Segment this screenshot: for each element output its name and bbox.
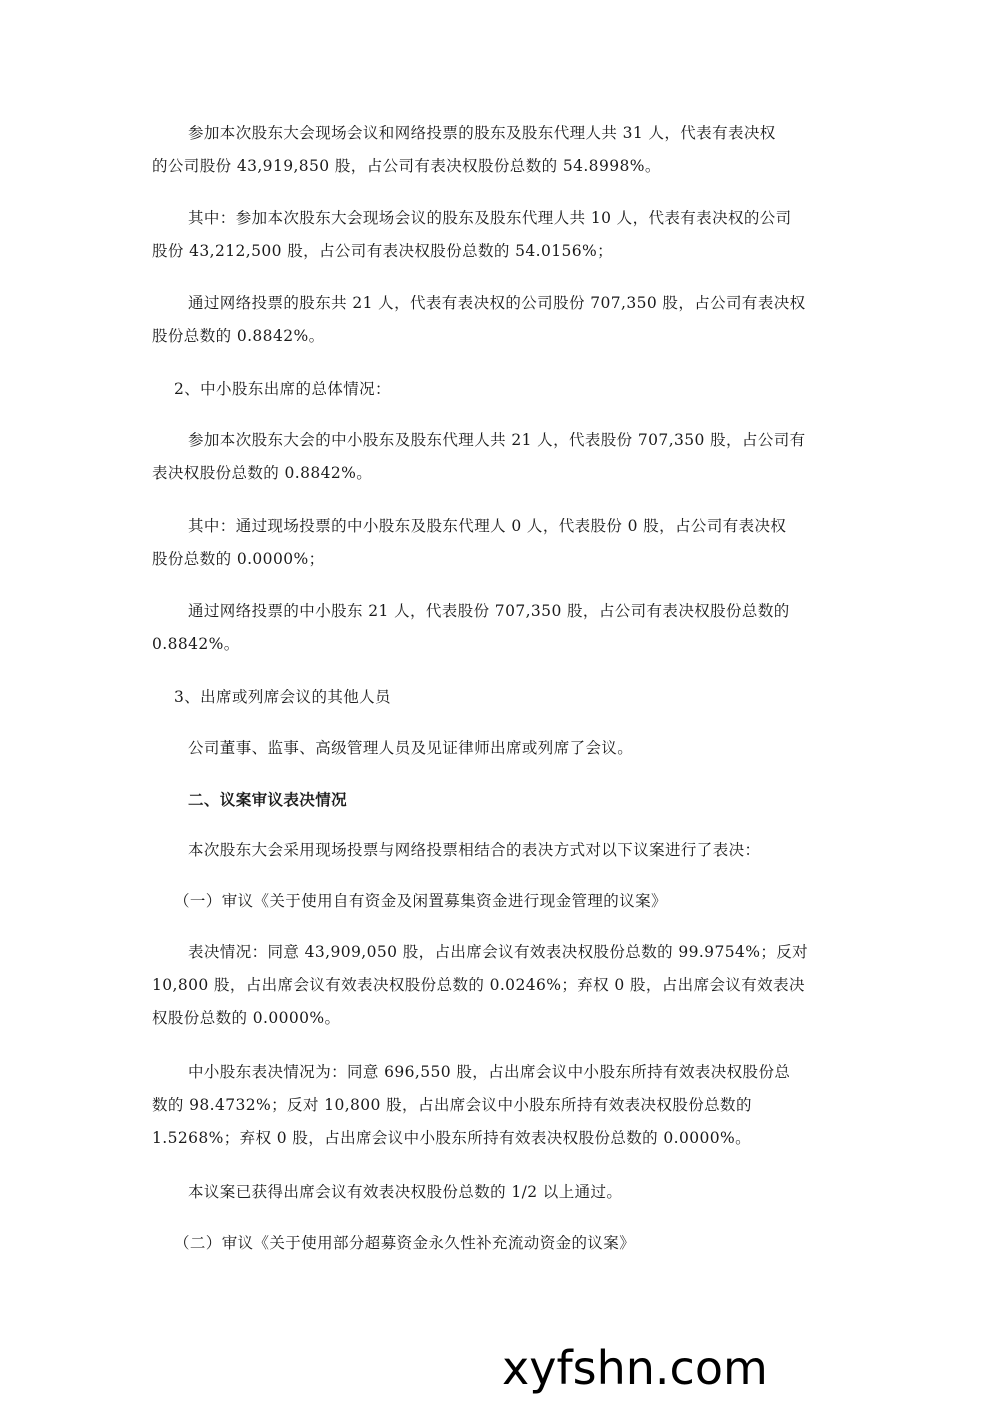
- text-line: （一）审议《关于使用自有资金及闲置募集资金进行现金管理的议案》: [174, 892, 667, 910]
- text-line: 本议案已获得出席会议有效表决权股份总数的 1/2 以上通过。: [188, 1183, 623, 1201]
- text-line: 参加本次股东大会的中小股东及股东代理人共 21 人，代表股份 707,350 股，占公司有: [188, 431, 806, 449]
- paragraph-minority-onsite: [152, 510, 852, 576]
- section-heading-motions: [152, 783, 852, 816]
- paragraph-other-attendees: [152, 732, 852, 765]
- motion-title-1: [152, 885, 852, 918]
- text-line: 3、出席或列席会议的其他人员: [174, 688, 391, 706]
- text-line: 通过网络投票的股东共 21 人，代表有表决权的公司股份 707,350 股，占公司有表决权: [188, 294, 806, 312]
- text-line: 权股份总数的 0.0000%。: [152, 1009, 341, 1027]
- watermark-text: xyfshn.com: [502, 1341, 768, 1395]
- heading-other-attendees: [152, 681, 852, 714]
- text-line: 通过网络投票的中小股东 21 人，代表股份 707,350 股，占公司有表决权股份总数的: [188, 602, 790, 620]
- paragraph-minority-total: [152, 424, 852, 490]
- paragraph-attendance-total: [152, 117, 852, 183]
- text-line: 股份总数的 0.8842%。: [152, 327, 325, 345]
- text-line: 本次股东大会采用现场投票与网络投票相结合的表决方式对以下议案进行了表决：: [188, 841, 761, 859]
- text-line: 二、议案审议表决情况: [188, 790, 348, 809]
- text-line: 表决权股份总数的 0.8842%。: [152, 464, 373, 482]
- text-line: （二）审议《关于使用部分超募资金永久性补充流动资金的议案》: [174, 1234, 636, 1252]
- text-line: 参加本次股东大会现场会议和网络投票的股东及股东代理人共 31 人，代表有表决权: [188, 124, 776, 142]
- paragraph-motion1-passed: [152, 1176, 852, 1209]
- text-line: 1.5268%；弃权 0 股，占出席会议中小股东所持有效表决权股份总数的 0.0000%。: [152, 1129, 752, 1147]
- paragraph-voting-method: [152, 834, 852, 867]
- text-line: 的公司股份 43,919,850 股，占公司有表决权股份总数的 54.8998%。: [152, 157, 661, 175]
- text-line: 中小股东表决情况为：同意 696,550 股，占出席会议中小股东所持有效表决权股份总: [188, 1063, 791, 1081]
- motion-title-2: [152, 1227, 852, 1260]
- text-line: 0.8842%。: [152, 635, 240, 653]
- text-line: 数的 98.4732%；反对 10,800 股，占出席会议中小股东所持有效表决权股份总数的: [152, 1096, 752, 1114]
- text-line: 10,800 股，占出席会议有效表决权股份总数的 0.0246%；弃权 0 股，占出席会议有效表决: [152, 976, 805, 994]
- text-line: 股份 43,212,500 股，占公司有表决权股份总数的 54.0156%；: [152, 242, 614, 260]
- paragraph-minority-online: [152, 595, 852, 661]
- text-line: 公司董事、监事、高级管理人员及见证律师出席或列席了会议。: [188, 739, 634, 757]
- heading-minority-shareholders: [152, 373, 852, 406]
- paragraph-motion1-minority-results: [152, 1056, 852, 1155]
- paragraph-online-attendance: [152, 287, 852, 353]
- text-line: 其中：参加本次股东大会现场会议的股东及股东代理人共 10 人，代表有表决权的公司: [188, 209, 792, 227]
- text-line: 2、中小股东出席的总体情况：: [174, 380, 391, 398]
- text-line: 表决情况：同意 43,909,050 股，占出席会议有效表决权股份总数的 99.9754%；反对: [188, 943, 809, 961]
- paragraph-motion1-results: [152, 936, 852, 1035]
- paragraph-onsite-attendance: [152, 202, 852, 268]
- text-line: 其中：通过现场投票的中小股东及股东代理人 0 人，代表股份 0 股，占公司有表决权: [188, 517, 787, 535]
- text-line: 股份总数的 0.0000%；: [152, 550, 325, 568]
